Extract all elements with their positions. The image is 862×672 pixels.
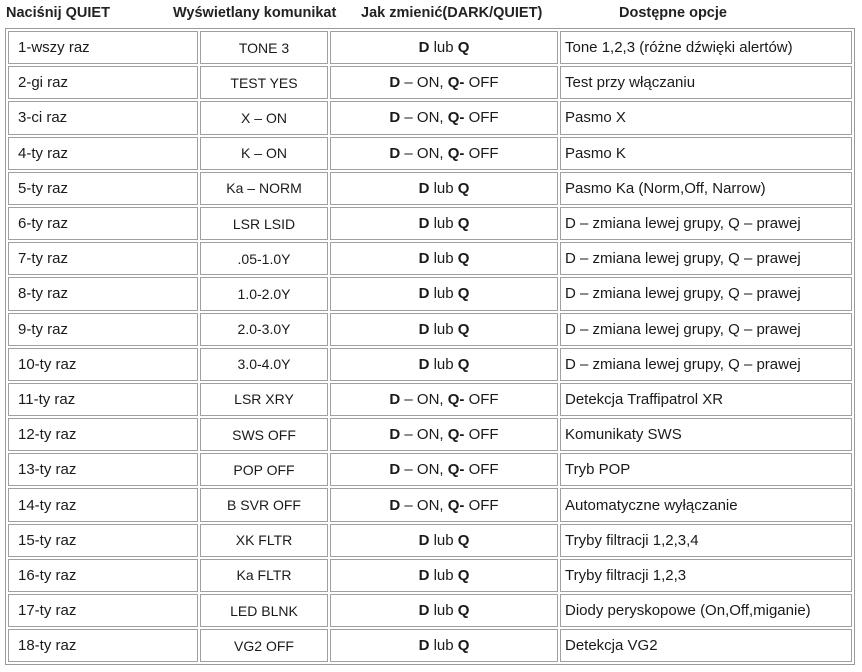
change-mid: lub: [429, 179, 458, 197]
change-q: Q-: [447, 496, 465, 514]
table-row: [8, 524, 852, 557]
table-row: [8, 383, 852, 416]
cell-change: [330, 137, 558, 170]
change-tail: OFF: [464, 109, 499, 127]
cell-options: Detekcja Traffipatrol XR: [560, 383, 852, 416]
change-d: D: [389, 144, 401, 162]
change-d: D: [389, 426, 401, 444]
cell-press: 16-ty raz: [8, 559, 198, 592]
change-q: Q: [457, 566, 470, 584]
settings-table-body: [8, 31, 852, 662]
change-d: D: [389, 109, 401, 127]
table-row: [8, 418, 852, 451]
cell-change: [330, 453, 558, 486]
change-q: Q: [457, 602, 470, 620]
table-row: [8, 629, 852, 662]
change-mid: – ON,: [400, 144, 448, 162]
cell-press: 11-ty raz: [8, 383, 198, 416]
cell-message: TONE 3: [200, 31, 328, 64]
cell-message: 1.0-2.0Y: [200, 277, 328, 310]
cell-message: B SVR OFF: [200, 488, 328, 521]
cell-message: .05-1.0Y: [200, 242, 328, 275]
cell-press: 1-wszy raz: [8, 31, 198, 64]
change-q: Q-: [447, 74, 465, 92]
cell-change: [330, 207, 558, 240]
cell-options: D – zmiana lewej grupy, Q – prawej: [560, 207, 852, 240]
cell-message: LSR LSID: [200, 207, 328, 240]
change-mid: lub: [429, 215, 458, 233]
cell-options: Tone 1,2,3 (różne dźwięki alertów): [560, 31, 852, 64]
cell-change: [330, 277, 558, 310]
cell-message: Ka – NORM: [200, 172, 328, 205]
table-row: [8, 313, 852, 346]
cell-press: 8-ty raz: [8, 277, 198, 310]
change-tail: OFF: [464, 496, 499, 514]
cell-press: 7-ty raz: [8, 242, 198, 275]
cell-change: [330, 348, 558, 381]
change-q: Q: [457, 355, 470, 373]
table-row: [8, 207, 852, 240]
cell-press: 13-ty raz: [8, 453, 198, 486]
table-row: [8, 137, 852, 170]
table-row: [8, 594, 852, 627]
cell-message: XK FLTR: [200, 524, 328, 557]
change-mid: lub: [429, 637, 458, 655]
cell-options: Tryby filtracji 1,2,3: [560, 559, 852, 592]
cell-change: [330, 383, 558, 416]
cell-options: D – zmiana lewej grupy, Q – prawej: [560, 277, 852, 310]
change-q: Q: [457, 285, 470, 303]
change-mid: lub: [429, 250, 458, 268]
cell-message: POP OFF: [200, 453, 328, 486]
change-d: D: [418, 215, 430, 233]
change-q: Q: [457, 637, 470, 655]
table-row: [8, 453, 852, 486]
change-q: Q: [457, 531, 470, 549]
cell-change: [330, 172, 558, 205]
table-row: [8, 66, 852, 99]
change-q: Q-: [447, 390, 465, 408]
cell-message: LED BLNK: [200, 594, 328, 627]
cell-change: [330, 559, 558, 592]
change-mid: lub: [429, 320, 458, 338]
cell-options: Diody peryskopowe (On,Off,miganie): [560, 594, 852, 627]
cell-press: 5-ty raz: [8, 172, 198, 205]
cell-message: 3.0-4.0Y: [200, 348, 328, 381]
header-message: Wyświetlany komunikat: [173, 5, 337, 21]
change-tail: OFF: [464, 74, 499, 92]
cell-message: LSR XRY: [200, 383, 328, 416]
change-d: D: [418, 285, 430, 303]
change-d: D: [418, 566, 430, 584]
cell-change: [330, 66, 558, 99]
change-q: Q-: [447, 426, 465, 444]
change-q: Q-: [447, 461, 465, 479]
cell-options: Tryb POP: [560, 453, 852, 486]
cell-change: [330, 31, 558, 64]
change-mid: – ON,: [400, 496, 448, 514]
table-row: [8, 172, 852, 205]
cell-press: 12-ty raz: [8, 418, 198, 451]
change-mid: – ON,: [400, 390, 448, 408]
cell-options: Detekcja VG2: [560, 629, 852, 662]
cell-options: Tryby filtracji 1,2,3,4: [560, 524, 852, 557]
change-d: D: [418, 355, 430, 373]
table-row: [8, 348, 852, 381]
table-row: [8, 277, 852, 310]
change-d: D: [389, 74, 401, 92]
change-tail: OFF: [464, 144, 499, 162]
change-q: Q: [457, 215, 470, 233]
change-mid: – ON,: [400, 109, 448, 127]
cell-press: 18-ty raz: [8, 629, 198, 662]
cell-options: D – zmiana lewej grupy, Q – prawej: [560, 242, 852, 275]
header-change: Jak zmienić(DARK/QUIET): [361, 5, 543, 21]
change-d: D: [418, 179, 430, 197]
change-q: Q-: [447, 144, 465, 162]
cell-message: K – ON: [200, 137, 328, 170]
change-mid: lub: [429, 531, 458, 549]
change-d: D: [389, 461, 401, 479]
cell-message: SWS OFF: [200, 418, 328, 451]
change-tail: OFF: [464, 390, 499, 408]
cell-change: [330, 313, 558, 346]
settings-table: [5, 28, 855, 665]
cell-press: 10-ty raz: [8, 348, 198, 381]
change-q: Q: [457, 320, 470, 338]
change-d: D: [418, 320, 430, 338]
change-d: D: [418, 39, 430, 57]
change-tail: OFF: [464, 426, 499, 444]
cell-options: Pasmo X: [560, 101, 852, 134]
change-mid: – ON,: [400, 461, 448, 479]
change-d: D: [418, 250, 430, 268]
change-q: Q: [457, 250, 470, 268]
change-q: Q-: [447, 109, 465, 127]
cell-change: [330, 101, 558, 134]
change-mid: lub: [429, 602, 458, 620]
header-press: Naciśnij QUIET: [6, 5, 110, 21]
change-d: D: [418, 637, 430, 655]
change-mid: – ON,: [400, 426, 448, 444]
change-mid: – ON,: [400, 74, 448, 92]
change-tail: OFF: [464, 461, 499, 479]
table-row: [8, 488, 852, 521]
change-mid: lub: [429, 566, 458, 584]
header-options: Dostępne opcje: [619, 5, 727, 21]
change-d: D: [418, 531, 430, 549]
cell-change: [330, 488, 558, 521]
cell-change: [330, 242, 558, 275]
cell-change: [330, 418, 558, 451]
cell-press: 17-ty raz: [8, 594, 198, 627]
cell-options: Automatyczne wyłączanie: [560, 488, 852, 521]
cell-options: Pasmo Ka (Norm,Off, Narrow): [560, 172, 852, 205]
change-d: D: [389, 390, 401, 408]
cell-press: 14-ty raz: [8, 488, 198, 521]
cell-options: Test przy włączaniu: [560, 66, 852, 99]
change-q: Q: [457, 179, 470, 197]
change-mid: lub: [429, 39, 458, 57]
change-d: D: [389, 496, 401, 514]
cell-press: 15-ty raz: [8, 524, 198, 557]
change-q: Q: [457, 39, 470, 57]
table-header-row: [0, 0, 862, 28]
cell-press: 4-ty raz: [8, 137, 198, 170]
table-row: [8, 242, 852, 275]
cell-message: VG2 OFF: [200, 629, 328, 662]
cell-message: 2.0-3.0Y: [200, 313, 328, 346]
cell-press: 9-ty raz: [8, 313, 198, 346]
cell-press: 2-gi raz: [8, 66, 198, 99]
cell-options: D – zmiana lewej grupy, Q – prawej: [560, 313, 852, 346]
cell-options: Pasmo K: [560, 137, 852, 170]
cell-press: 3-ci raz: [8, 101, 198, 134]
change-mid: lub: [429, 355, 458, 373]
cell-change: [330, 594, 558, 627]
table-row: [8, 559, 852, 592]
cell-change: [330, 524, 558, 557]
cell-options: D – zmiana lewej grupy, Q – prawej: [560, 348, 852, 381]
change-d: D: [418, 602, 430, 620]
table-row: [8, 101, 852, 134]
cell-options: Komunikaty SWS: [560, 418, 852, 451]
change-mid: lub: [429, 285, 458, 303]
table-row: [8, 31, 852, 64]
cell-message: Ka FLTR: [200, 559, 328, 592]
cell-change: [330, 629, 558, 662]
cell-message: X – ON: [200, 101, 328, 134]
cell-message: TEST YES: [200, 66, 328, 99]
cell-press: 6-ty raz: [8, 207, 198, 240]
